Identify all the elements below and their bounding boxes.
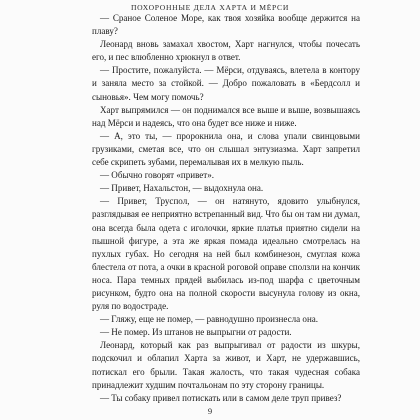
paragraph: Харт выпрямился — он поднимался все выше и выше, возвышаясь над Мёрси и надеясь, что она будет все ниже и ниже. [92,104,360,128]
paragraph: — Простите, пожалуйста. — Мёрси, отдуваясь, влетела в контору и заняла место за стойкой. — Добро пожаловать в «Бердсолл и сыновья». Чем могу помочь? [92,65,360,102]
page-number: 9 [207,406,213,416]
paragraph: Леонард вновь замахал хвостом, Харт нагнулся, чтобы почесать его, и пес влюбленно хрюкнул в ответ. [92,39,360,63]
paragraph: Леонард, который как раз выпрыгивал от радости из шкуры, подскочил и облапил Харта за живот, и Харт, не удержавшись, потискал его брыли. Такая жалость, что такая чудесная собака принадлежит худшим почтальонам по эту сторону границы. [92,340,360,390]
running-head: ПОХОРОННЫЕ ДЕЛА ХАРТА И МЁРСИ [131,3,289,12]
paragraph: — Привет, Нахальстон, — выдохнула она. [100,183,264,194]
paragraph: — А, это ты, — пророкнила она, и слова упали свинцовыми грузиками, сметая все, что он слышал энтузиазма. Харт запретил себе скрипеть зубами, перемалывая их в мелкую пыль. [92,130,360,168]
paragraph: — Ты собаку привел потискать или в самом деле труп привез? [100,392,342,403]
body-text [92,12,360,405]
paragraph: — Обычно говорят «привет». [100,170,215,181]
paragraph: — Сраное Соленое Море, как твоя хозяйка вообще держится на плаву? [92,13,360,37]
paragraph: — Гляжу, еще не помер, — равнодушно произнесла она. [100,314,319,325]
paragraph: — Не помер. Из штанов не выпрыгни от радости. [100,327,292,338]
paragraph: — Привет, Труспол, — он натянуто, ядовито улыбнулся, разглядывая ее неприятно встрепанный вид. Что бы он там ни думал, она всегда была одета с иголочки, яркие платья приятно сидели на пышной фигуре, а эта же яркая помада идеально смотрелась на пухлых губах. Но сегодня на ней был комбинезон, смуглая кожа блестела от пота, а очки в красной роговой оправе сползли на кончик носа. Пара темных прядей выбилась из-под шарфа с цветочным рисунком, будто она на полной скорости высунула голову из окна, руля по водостраде. [92,196,360,312]
